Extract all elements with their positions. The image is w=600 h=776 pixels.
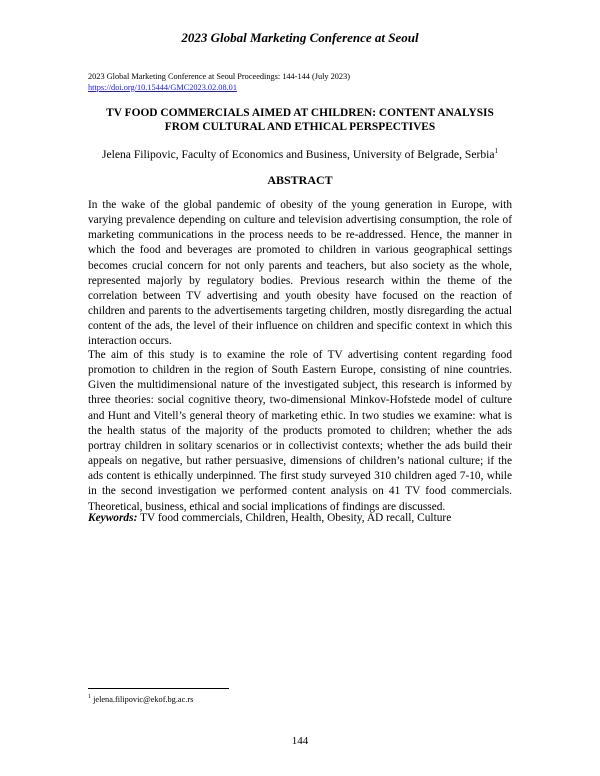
running-header: 2023 Global Marketing Conference at Seoul bbox=[181, 30, 419, 45]
doi-link[interactable]: https://doi.org/10.15444/GMC2023.02.08.01 bbox=[88, 83, 237, 92]
keywords-list: TV food commercials, Children, Health, Obesity, AD recall, Culture bbox=[140, 512, 452, 524]
footnote-mark[interactable]: 1 bbox=[494, 147, 498, 155]
abstract-heading: ABSTRACT bbox=[267, 173, 333, 187]
footnote-divider bbox=[88, 688, 229, 689]
keywords-line bbox=[88, 512, 512, 524]
footnote bbox=[88, 694, 193, 704]
paper-title: TV FOOD COMMERCIALS AIMED AT CHILDREN: CONTENT ANALYSIS FROM CULTURAL AND ETHICAL PERSPECTIVES bbox=[106, 107, 494, 133]
abstract-paragraph-1: In the wake of the global pandemic of obesity of the young generation in Europe, with varying prevalence depending on culture and television advertising consumption, the role of marketing communications in the process needs to be re-addressed. Hence, the manner in which the food and beverages are promoted to children in various geographical settings becomes crucial concern for not only parents and teachers, but also society as the whole, represented majorly by regulatory bodies. Previous research within the theme of the correlation between TV advertising and youth obesity have focused on the reaction of children and parents to the advertisements targeting children, mostly disregarding the actual content of the ads, the level of their influence on children and specific context in which this interaction occurs. bbox=[88, 199, 512, 348]
author-affiliation: Jelena Filipovic, Faculty of Economics and Business, University of Belgrade, Serbia bbox=[101, 147, 495, 161]
footnote-email: jelena.filipovic@ekof.bg.ac.rs bbox=[93, 694, 194, 704]
footnote-number: 1 bbox=[88, 694, 91, 700]
author-line bbox=[0, 147, 600, 161]
proceedings-info bbox=[88, 71, 350, 93]
abstract-paragraph-2: The aim of this study is to examine the role of TV advertising content regarding food promotion to children in the region of South Eastern Europe, consisting of nine countries. Given the multidimensional nature of the investigated subject, this research is informed by three theories: social cognitive theory, two-dimensional Minkov-Hofstede model of culture and Hunt and Vitell’s general theory of marketing ethic. In two studies we examine: what is the health status of the majority of the products promoted to children; whether the ads portray children in solitary scenarios or in collectivist contexts; whether the ads build their appeals on negative, but rather persuasive, dimensions of children’s national culture; if the ads content is ethically underpinned. The first study surveyed 310 children aged 7-10, while in the second investigation we performed content analysis on 41 TV food commercials. Theoretical, business, ethical and social implications of findings are discussed. bbox=[88, 349, 512, 513]
proceedings-citation: 2023 Global Marketing Conference at Seoul Proceedings: 144-144 (July 2023) bbox=[88, 72, 350, 81]
page-number: 144 bbox=[291, 735, 309, 747]
keywords-label: Keywords: bbox=[88, 512, 138, 524]
